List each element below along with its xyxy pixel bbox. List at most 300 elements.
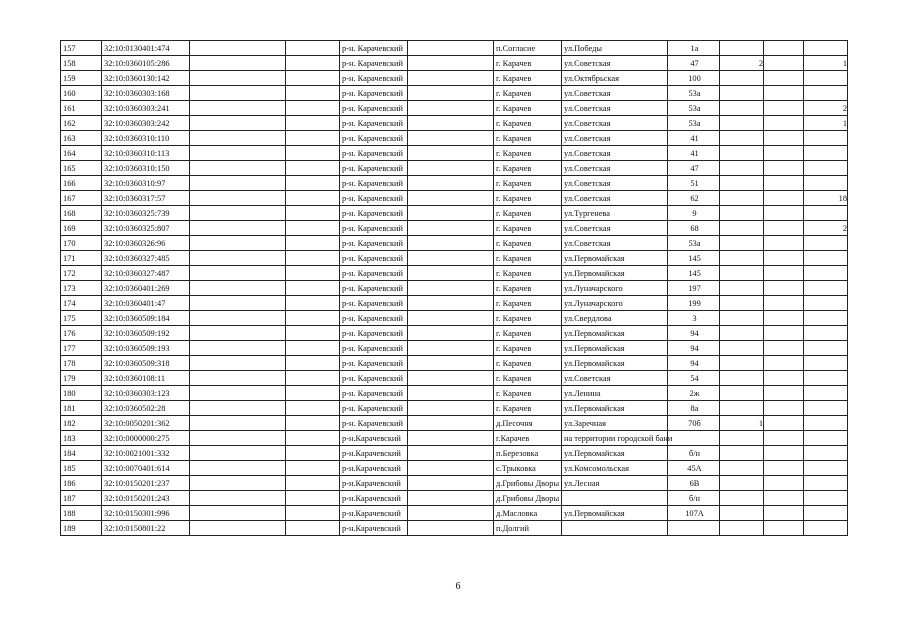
empty-cell (764, 56, 804, 71)
house-number: 70б (668, 416, 720, 431)
empty-cell (764, 146, 804, 161)
empty-cell (286, 386, 340, 401)
district: р-н.Карачевский (340, 431, 408, 446)
table-row (61, 116, 848, 131)
cadastral-number: 32:10:0360310:150 (102, 161, 190, 176)
locality: г.Карачев (494, 431, 562, 446)
empty-cell (286, 431, 340, 446)
cadastral-number: 32:10:0360326:96 (102, 236, 190, 251)
house-number: 9 (668, 206, 720, 221)
extra-value-1 (720, 236, 764, 251)
empty-cell (286, 56, 340, 71)
house-number: 3 (668, 311, 720, 326)
cadastral-number: 32:10:0360317:57 (102, 191, 190, 206)
empty-cell (286, 446, 340, 461)
table-row (61, 236, 848, 251)
cadastral-number: 32:10:0360327:487 (102, 266, 190, 281)
locality: г. Карачев (494, 191, 562, 206)
locality: д.Грибовы Дворы (494, 491, 562, 506)
house-number: 94 (668, 326, 720, 341)
extra-value-2 (804, 281, 848, 296)
locality: г. Карачев (494, 86, 562, 101)
empty-cell (408, 41, 494, 56)
district: р-н. Карачевский (340, 101, 408, 116)
empty-cell (190, 146, 286, 161)
empty-cell (408, 431, 494, 446)
table-row (61, 206, 848, 221)
empty-cell (190, 521, 286, 536)
locality: г. Карачев (494, 236, 562, 251)
extra-value-1 (720, 281, 764, 296)
empty-cell (764, 446, 804, 461)
empty-cell (764, 206, 804, 221)
empty-cell (190, 86, 286, 101)
extra-value-1 (720, 71, 764, 86)
extra-value-1 (720, 356, 764, 371)
extra-value-1 (720, 116, 764, 131)
house-number: 41 (668, 131, 720, 146)
empty-cell (408, 401, 494, 416)
cadastral-number: 32:10:0000000:275 (102, 431, 190, 446)
street: ул.Советская (562, 56, 668, 71)
empty-cell (764, 161, 804, 176)
extra-value-2 (804, 491, 848, 506)
empty-cell (764, 386, 804, 401)
table-row (61, 416, 848, 431)
extra-value-1 (720, 161, 764, 176)
cadastral-number: 32:10:0021001:332 (102, 446, 190, 461)
row-number: 178 (61, 356, 102, 371)
empty-cell (408, 71, 494, 86)
row-number: 171 (61, 251, 102, 266)
empty-cell (764, 476, 804, 491)
empty-cell (286, 356, 340, 371)
row-number: 189 (61, 521, 102, 536)
extra-value-2 (804, 131, 848, 146)
street: ул.Первомайская (562, 356, 668, 371)
locality: г. Карачев (494, 56, 562, 71)
empty-cell (190, 371, 286, 386)
district: р-н. Карачевский (340, 281, 408, 296)
street: ул.Луначарского (562, 281, 668, 296)
empty-cell (190, 41, 286, 56)
cadastral-number: 32:10:0360303:241 (102, 101, 190, 116)
cadastral-number: 32:10:0360401:47 (102, 296, 190, 311)
empty-cell (286, 191, 340, 206)
district: р-н. Карачевский (340, 56, 408, 71)
empty-cell (286, 221, 340, 236)
empty-cell (764, 326, 804, 341)
extra-value-1 (720, 101, 764, 116)
extra-value-1: 1 (720, 416, 764, 431)
cadastral-number: 32:10:0070401:614 (102, 461, 190, 476)
district: р-н. Карачевский (340, 206, 408, 221)
empty-cell (764, 416, 804, 431)
empty-cell (408, 176, 494, 191)
empty-cell (408, 521, 494, 536)
locality: д.Грибовы Дворы (494, 476, 562, 491)
row-number: 160 (61, 86, 102, 101)
empty-cell (764, 41, 804, 56)
cadastral-number: 32:10:0150801:22 (102, 521, 190, 536)
street: ул.Советская (562, 101, 668, 116)
cadastral-number: 32:10:0360325:739 (102, 206, 190, 221)
house-number: 107А (668, 506, 720, 521)
locality: г. Карачев (494, 131, 562, 146)
locality: г. Карачев (494, 221, 562, 236)
empty-cell (190, 356, 286, 371)
empty-cell (190, 56, 286, 71)
extra-value-1 (720, 386, 764, 401)
cadastral-number: 32:10:0360310:97 (102, 176, 190, 191)
table-row (61, 191, 848, 206)
extra-value-1 (720, 341, 764, 356)
empty-cell (286, 326, 340, 341)
locality: д.Масловка (494, 506, 562, 521)
district: р-н. Карачевский (340, 146, 408, 161)
empty-cell (408, 236, 494, 251)
table-row (61, 311, 848, 326)
table-row (61, 101, 848, 116)
district: р-н. Карачевский (340, 296, 408, 311)
extra-value-2: 1 (804, 56, 848, 71)
house-number: 41 (668, 146, 720, 161)
empty-cell (408, 506, 494, 521)
house-number: 53а (668, 86, 720, 101)
row-number: 173 (61, 281, 102, 296)
extra-value-2 (804, 146, 848, 161)
cadastral-number: 32:10:0360401:269 (102, 281, 190, 296)
locality: д.Песочня (494, 416, 562, 431)
empty-cell (286, 476, 340, 491)
extra-value-1 (720, 326, 764, 341)
locality: г. Карачев (494, 401, 562, 416)
empty-cell (408, 86, 494, 101)
empty-cell (286, 101, 340, 116)
extra-value-1 (720, 146, 764, 161)
empty-cell (764, 296, 804, 311)
extra-value-2 (804, 341, 848, 356)
district: р-н. Карачевский (340, 401, 408, 416)
empty-cell (286, 116, 340, 131)
empty-cell (286, 311, 340, 326)
house-number: 8а (668, 401, 720, 416)
locality: г. Карачев (494, 176, 562, 191)
house-number: 94 (668, 341, 720, 356)
table-row (61, 356, 848, 371)
empty-cell (764, 251, 804, 266)
extra-value-2 (804, 71, 848, 86)
row-number: 169 (61, 221, 102, 236)
empty-cell (286, 251, 340, 266)
row-number: 179 (61, 371, 102, 386)
empty-cell (764, 266, 804, 281)
district: р-н. Карачевский (340, 236, 408, 251)
empty-cell (190, 236, 286, 251)
house-number: б/н (668, 491, 720, 506)
district: р-н. Карачевский (340, 371, 408, 386)
locality: г. Карачев (494, 281, 562, 296)
district: р-н. Карачевский (340, 251, 408, 266)
locality: г. Карачев (494, 251, 562, 266)
street: ул.Советская (562, 191, 668, 206)
empty-cell (190, 416, 286, 431)
empty-cell (764, 341, 804, 356)
row-number: 176 (61, 326, 102, 341)
cadastral-number: 32:10:0360310:110 (102, 131, 190, 146)
empty-cell (190, 131, 286, 146)
extra-value-1 (720, 296, 764, 311)
extra-value-1 (720, 191, 764, 206)
extra-value-1 (720, 251, 764, 266)
empty-cell (190, 386, 286, 401)
street: ул.Октябрьская (562, 71, 668, 86)
empty-cell (764, 521, 804, 536)
street: ул.Первомайская (562, 446, 668, 461)
district: р-н.Карачевский (340, 476, 408, 491)
extra-value-2 (804, 521, 848, 536)
cadastral-number: 32:10:0360105:286 (102, 56, 190, 71)
extra-value-2 (804, 461, 848, 476)
cadastral-number: 32:10:0150201:237 (102, 476, 190, 491)
table-row (61, 221, 848, 236)
empty-cell (190, 71, 286, 86)
extra-value-1 (720, 176, 764, 191)
row-number: 186 (61, 476, 102, 491)
empty-cell (190, 266, 286, 281)
extra-value-1 (720, 491, 764, 506)
row-number: 166 (61, 176, 102, 191)
district: р-н.Карачевский (340, 506, 408, 521)
cadastral-number: 32:10:0360327:485 (102, 251, 190, 266)
empty-cell (286, 296, 340, 311)
house-number: б/н (668, 446, 720, 461)
empty-cell (764, 431, 804, 446)
empty-cell (764, 71, 804, 86)
district: р-н.Карачевский (340, 521, 408, 536)
locality: п.Долгий (494, 521, 562, 536)
house-number: 100 (668, 71, 720, 86)
empty-cell (286, 401, 340, 416)
table-row (61, 431, 848, 446)
extra-value-1 (720, 461, 764, 476)
empty-cell (286, 416, 340, 431)
cadastral-number: 32:10:0360108:11 (102, 371, 190, 386)
district: р-н. Карачевский (340, 416, 408, 431)
empty-cell (190, 491, 286, 506)
extra-value-2 (804, 386, 848, 401)
empty-cell (286, 41, 340, 56)
street: ул.Советская (562, 371, 668, 386)
district: р-н. Карачевский (340, 386, 408, 401)
district: р-н. Карачевский (340, 341, 408, 356)
empty-cell (286, 146, 340, 161)
cadastral-number: 32:10:0360325:807 (102, 221, 190, 236)
house-number (668, 521, 720, 536)
district: р-н. Карачевский (340, 221, 408, 236)
empty-cell (286, 266, 340, 281)
street: ул.Лесная (562, 476, 668, 491)
empty-cell (408, 146, 494, 161)
empty-cell (408, 476, 494, 491)
cadastral-number: 32:10:0050201:362 (102, 416, 190, 431)
street: ул.Советская (562, 161, 668, 176)
table-row (61, 71, 848, 86)
row-number: 161 (61, 101, 102, 116)
extra-value-1 (720, 131, 764, 146)
row-number: 168 (61, 206, 102, 221)
extra-value-2 (804, 206, 848, 221)
street: ул.Советская (562, 221, 668, 236)
empty-cell (286, 491, 340, 506)
empty-cell (190, 221, 286, 236)
extra-value-1 (720, 86, 764, 101)
locality: г. Карачев (494, 101, 562, 116)
empty-cell (408, 386, 494, 401)
row-number: 185 (61, 461, 102, 476)
extra-value-1 (720, 371, 764, 386)
empty-cell (764, 191, 804, 206)
extra-value-1 (720, 506, 764, 521)
empty-cell (190, 431, 286, 446)
house-number: 1а (668, 41, 720, 56)
table-row (61, 401, 848, 416)
empty-cell (286, 341, 340, 356)
row-number: 183 (61, 431, 102, 446)
row-number: 167 (61, 191, 102, 206)
district: р-н.Карачевский (340, 461, 408, 476)
empty-cell (190, 476, 286, 491)
extra-value-2 (804, 311, 848, 326)
table-row (61, 506, 848, 521)
empty-cell (286, 206, 340, 221)
locality: г. Карачев (494, 116, 562, 131)
extra-value-2 (804, 506, 848, 521)
empty-cell (286, 521, 340, 536)
cadastral-number: 32:10:0360509:184 (102, 311, 190, 326)
empty-cell (286, 506, 340, 521)
empty-cell (286, 371, 340, 386)
table-row (61, 161, 848, 176)
district: р-н. Карачевский (340, 161, 408, 176)
empty-cell (408, 56, 494, 71)
empty-cell (764, 86, 804, 101)
empty-cell (190, 461, 286, 476)
row-number: 158 (61, 56, 102, 71)
district: р-н. Карачевский (340, 71, 408, 86)
extra-value-2 (804, 251, 848, 266)
district: р-н. Карачевский (340, 356, 408, 371)
street: ул.Советская (562, 116, 668, 131)
empty-cell (764, 461, 804, 476)
street: ул.Первомайская (562, 326, 668, 341)
extra-value-1 (720, 476, 764, 491)
extra-value-2 (804, 371, 848, 386)
district: р-н.Карачевский (340, 446, 408, 461)
extra-value-2: 2 (804, 221, 848, 236)
empty-cell (408, 206, 494, 221)
district: р-н. Карачевский (340, 311, 408, 326)
row-number: 170 (61, 236, 102, 251)
street: ул.Луначарского (562, 296, 668, 311)
house-number: 197 (668, 281, 720, 296)
house-number: 53а (668, 101, 720, 116)
empty-cell (190, 311, 286, 326)
locality: с.Трыковка (494, 461, 562, 476)
locality: г. Карачев (494, 161, 562, 176)
empty-cell (286, 176, 340, 191)
house-number: 53а (668, 236, 720, 251)
locality: г. Карачев (494, 296, 562, 311)
cadastral-number: 32:10:0150301:996 (102, 506, 190, 521)
house-number: 94 (668, 356, 720, 371)
empty-cell (408, 131, 494, 146)
locality: г. Карачев (494, 341, 562, 356)
locality: г. Карачев (494, 326, 562, 341)
extra-value-2 (804, 431, 848, 446)
row-number: 164 (61, 146, 102, 161)
locality: г. Карачев (494, 71, 562, 86)
empty-cell (190, 206, 286, 221)
row-number: 163 (61, 131, 102, 146)
empty-cell (764, 176, 804, 191)
table-row (61, 326, 848, 341)
table-row (61, 371, 848, 386)
empty-cell (764, 116, 804, 131)
table-row (61, 251, 848, 266)
cadastral-number: 32:10:0360303:123 (102, 386, 190, 401)
locality: г. Карачев (494, 371, 562, 386)
empty-cell (190, 191, 286, 206)
empty-cell (408, 296, 494, 311)
cadastral-number: 32:10:0360509:318 (102, 356, 190, 371)
street: ул.Советская (562, 131, 668, 146)
empty-cell (764, 491, 804, 506)
table-row (61, 176, 848, 191)
locality: г. Карачев (494, 386, 562, 401)
extra-value-2 (804, 176, 848, 191)
extra-value-2 (804, 236, 848, 251)
empty-cell (190, 251, 286, 266)
house-number: 47 (668, 161, 720, 176)
house-number (668, 431, 720, 446)
house-number: 145 (668, 251, 720, 266)
extra-value-2 (804, 266, 848, 281)
street: ул.Первомайская (562, 401, 668, 416)
cadastral-number: 32:10:0360509:193 (102, 341, 190, 356)
empty-cell (408, 416, 494, 431)
empty-cell (190, 446, 286, 461)
locality: п.Согласие (494, 41, 562, 56)
table-row (61, 266, 848, 281)
extra-value-1 (720, 206, 764, 221)
street: ул.Свердлова (562, 311, 668, 326)
table-row (61, 56, 848, 71)
district: р-н.Карачевский (340, 491, 408, 506)
empty-cell (286, 236, 340, 251)
house-number: 51 (668, 176, 720, 191)
extra-value-1 (720, 311, 764, 326)
cadastral-number: 32:10:0360502:28 (102, 401, 190, 416)
empty-cell (408, 371, 494, 386)
street: ул.Заречная (562, 416, 668, 431)
extra-value-1 (720, 431, 764, 446)
house-number: 6В (668, 476, 720, 491)
row-number: 159 (61, 71, 102, 86)
table-row (61, 386, 848, 401)
empty-cell (286, 131, 340, 146)
cadastral-number: 32:10:0360310:113 (102, 146, 190, 161)
